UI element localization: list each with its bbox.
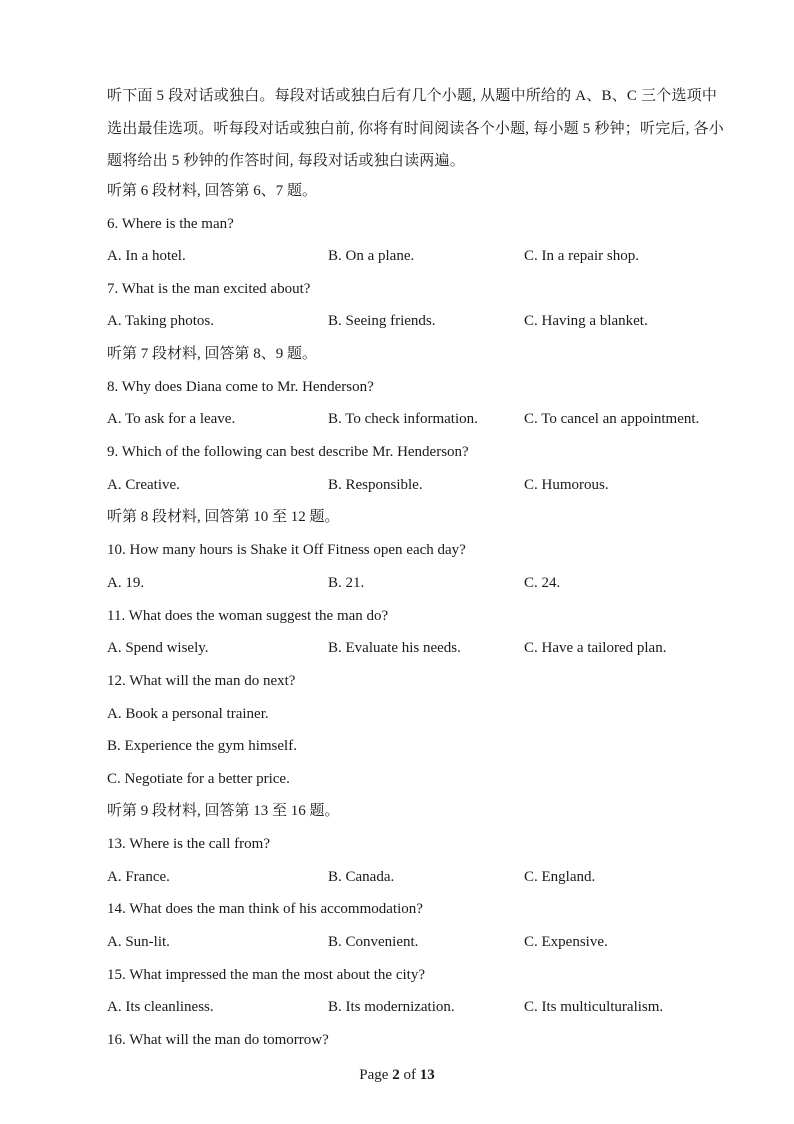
question-6-option-a: A. In a hotel.	[107, 248, 186, 264]
question-6-option-b: B. On a plane.	[328, 248, 415, 264]
question-12-option-c: C. Negotiate for a better price.	[107, 771, 290, 787]
question-14-option-a: A. Sun-lit.	[107, 934, 170, 950]
question-10-option-a: A. 19.	[107, 575, 145, 591]
question-12-option-b: B. Experience the gym himself.	[107, 738, 297, 754]
page-footer	[0, 1065, 794, 1085]
question-13-option-a: A. France.	[107, 869, 170, 885]
question-15-option-c: C. Its multiculturalism.	[524, 999, 664, 1015]
question-12-option-a: A. Book a personal trainer.	[107, 706, 269, 722]
instructions-paragraph	[107, 80, 727, 178]
question-8-option-b: B. To check information.	[328, 411, 478, 427]
page-label: Page	[359, 1067, 389, 1083]
question-14-stem: 14. What does the man think of his accommodation?	[107, 901, 423, 917]
section-8-heading: 听第 8 段材料, 回答第 10 至 12 题。	[107, 509, 340, 525]
question-10-option-c: C. 24.	[524, 575, 561, 591]
current-page-number: 2	[392, 1067, 400, 1083]
total-page-count: 13	[419, 1067, 435, 1083]
question-7-option-c: C. Having a blanket.	[524, 313, 648, 329]
section-7-heading: 听第 7 段材料, 回答第 8、9 题。	[107, 346, 318, 362]
question-6-stem: 6. Where is the man?	[107, 216, 234, 232]
question-13-stem: 13. Where is the call from?	[107, 836, 270, 852]
question-11-stem: 11. What does the woman suggest the man do?	[107, 608, 389, 624]
section-9-heading: 听第 9 段材料, 回答第 13 至 16 题。	[107, 803, 340, 819]
question-11-option-b: B. Evaluate his needs.	[328, 640, 461, 656]
question-16-stem: 16. What will the man do tomorrow?	[107, 1032, 329, 1048]
question-10-option-b: B. 21.	[328, 575, 365, 591]
instructions-text: 听下面 5 段对话或独白。每段对话或独白后有几个小题, 从题中所给的 A、B、C 三个选项中选出最佳选项。听每段对话或独白前, 你将有时间阅读各个小题, 每小题 5 秒钟；听完后, 各小题将给出 5 秒钟的作答时间, 每段对话或独白读两遍。	[107, 88, 724, 169]
question-12-stem: 12. What will the man do next?	[107, 673, 296, 689]
question-15-option-a: A. Its cleanliness.	[107, 999, 214, 1015]
question-14-option-c: C. Expensive.	[524, 934, 608, 950]
question-7-option-b: B. Seeing friends.	[328, 313, 436, 329]
section-6-heading: 听第 6 段材料, 回答第 6、7 题。	[107, 183, 318, 199]
question-8-stem: 8. Why does Diana come to Mr. Henderson?	[107, 379, 374, 395]
question-13-option-b: B. Canada.	[328, 869, 395, 885]
question-9-option-b: B. Responsible.	[328, 477, 423, 493]
question-15-option-b: B. Its modernization.	[328, 999, 455, 1015]
question-8-option-a: A. To ask for a leave.	[107, 411, 236, 427]
question-9-option-c: C. Humorous.	[524, 477, 609, 493]
of-label: of	[403, 1067, 416, 1083]
question-7-stem: 7. What is the man excited about?	[107, 281, 311, 297]
question-14-option-b: B. Convenient.	[328, 934, 419, 950]
question-9-option-a: A. Creative.	[107, 477, 180, 493]
question-11-option-c: C. Have a tailored plan.	[524, 640, 667, 656]
question-10-stem: 10. How many hours is Shake it Off Fitness open each day?	[107, 542, 466, 558]
question-6-option-c: C. In a repair shop.	[524, 248, 639, 264]
question-9-stem: 9. Which of the following can best describe Mr. Henderson?	[107, 444, 469, 460]
question-13-option-c: C. England.	[524, 869, 596, 885]
question-15-stem: 15. What impressed the man the most about the city?	[107, 967, 425, 983]
question-8-option-c: C. To cancel an appointment.	[524, 411, 700, 427]
question-11-option-a: A. Spend wisely.	[107, 640, 209, 656]
question-7-option-a: A. Taking photos.	[107, 313, 215, 329]
